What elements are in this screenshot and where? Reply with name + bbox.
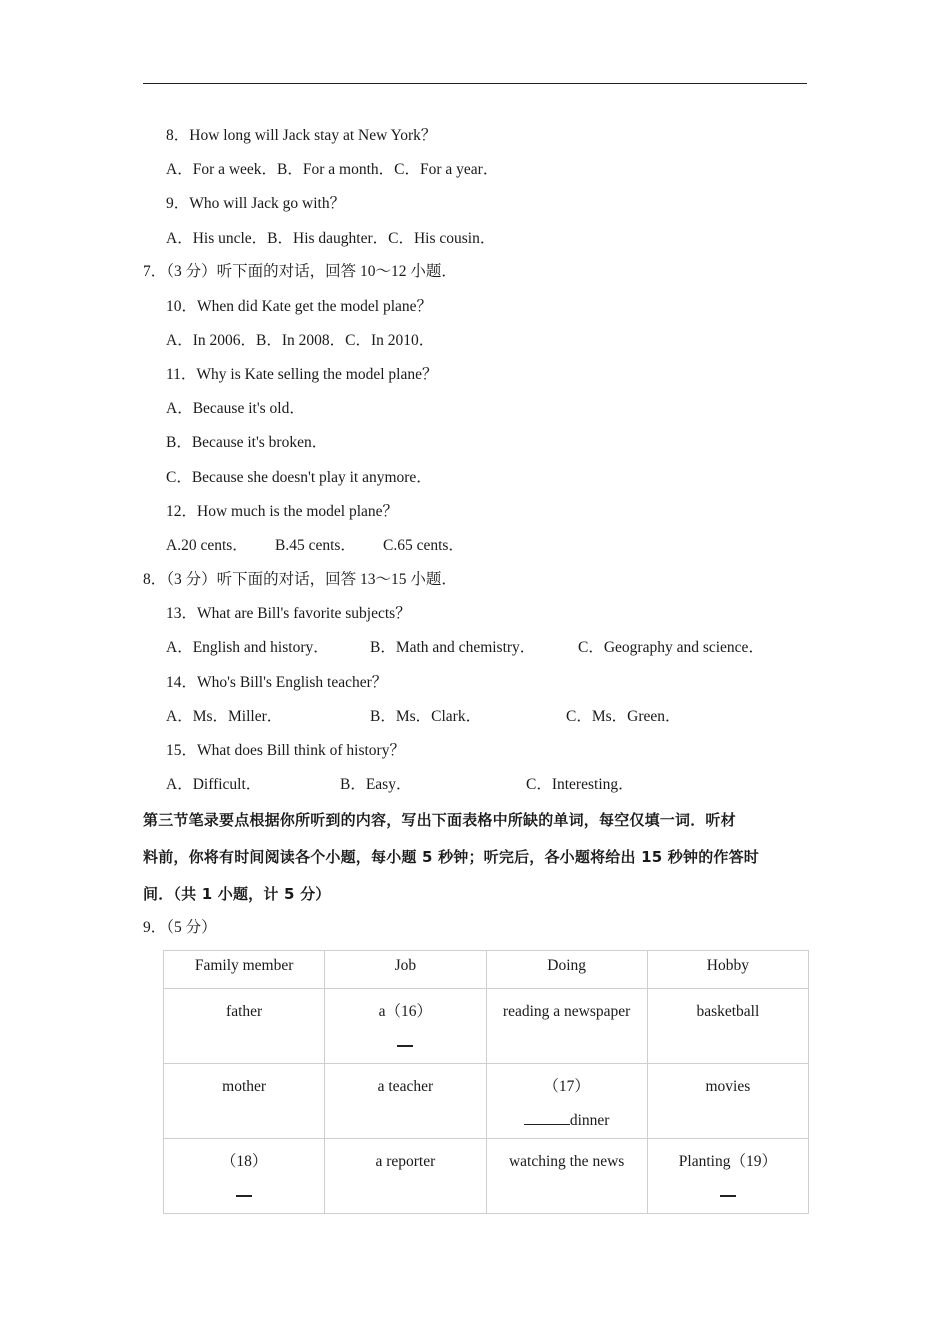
table-cell: mother bbox=[164, 1064, 325, 1139]
family-table bbox=[163, 950, 809, 1214]
question-11: 11．Why is Kate selling the model plane？ bbox=[166, 366, 438, 383]
question-14-option-b: B．Ms．Clark． bbox=[370, 708, 482, 725]
section-9-title: 9．（5 分） bbox=[143, 919, 217, 936]
question-14-option-c: C．Ms．Green． bbox=[566, 708, 681, 725]
question-12-option-c: C.65 cents． bbox=[383, 537, 464, 554]
question-11-option-a: A．Because it's old． bbox=[166, 400, 305, 417]
question-14-option-a: A．Ms．Miller． bbox=[166, 708, 283, 725]
cell-text: Planting（19） bbox=[678, 1153, 777, 1170]
question-10: 10．When did Kate get the model plane？ bbox=[166, 298, 433, 315]
table-header-cell: Doing bbox=[486, 951, 647, 989]
table-cell: a teacher bbox=[325, 1064, 486, 1139]
answer-blank[interactable] bbox=[524, 1110, 570, 1125]
question-13-option-a: A．English and history． bbox=[166, 639, 329, 656]
question-15-option-a: A．Difficult． bbox=[166, 776, 262, 793]
cell-text: a（16） bbox=[378, 1003, 433, 1020]
question-13-option-b: B．Math and chemistry． bbox=[370, 639, 536, 656]
question-9-options: A．His uncle．B．His daughter．C．His cousin． bbox=[166, 230, 496, 247]
section-8-title: 8．（3 分）听下面的对话，回答 13～15 小题． bbox=[143, 571, 457, 588]
table-header-row bbox=[164, 951, 809, 989]
table-cell: basketball bbox=[647, 989, 808, 1064]
question-15-option-c: C．Interesting． bbox=[526, 776, 634, 793]
question-15: 15．What does Bill think of history？ bbox=[166, 742, 405, 759]
question-13: 13．What are Bill's favorite subjects？ bbox=[166, 605, 411, 622]
question-14: 14．Who's Bill's English teacher？ bbox=[166, 674, 388, 691]
question-12-option-a: A.20 cents． bbox=[166, 537, 248, 554]
question-15-option-b: B．Easy． bbox=[340, 776, 412, 793]
header-rule bbox=[143, 83, 807, 84]
table-cell: movies bbox=[647, 1064, 808, 1139]
answer-blank[interactable] bbox=[720, 1195, 736, 1197]
section-3-instructions-line-1: 第三节笔录要点根据你所听到的内容，写出下面表格中所缺的单词，每空仅填一词．听材 bbox=[143, 811, 736, 829]
table-cell-blank-17 bbox=[486, 1064, 647, 1139]
table-cell-blank-19 bbox=[647, 1139, 808, 1214]
table-cell-blank-18 bbox=[164, 1139, 325, 1214]
question-13-option-c: C．Geography and science． bbox=[578, 639, 764, 656]
table-row bbox=[164, 989, 809, 1064]
question-11-option-c: C．Because she doesn't play it anymore． bbox=[166, 469, 432, 486]
section-3-instructions-line-3: 间．（共 1 小题，计 5 分） bbox=[143, 885, 331, 903]
table-row bbox=[164, 1064, 809, 1139]
cell-text: （17） bbox=[543, 1078, 590, 1095]
question-11-option-b: B．Because it's broken． bbox=[166, 434, 328, 451]
table-header-cell: Family member bbox=[164, 951, 325, 989]
question-12: 12．How much is the model plane？ bbox=[166, 503, 399, 520]
table-row bbox=[164, 1139, 809, 1214]
table-header-cell: Hobby bbox=[647, 951, 808, 989]
question-8-options: A．For a week．B．For a month．C．For a year． bbox=[166, 161, 499, 178]
answer-blank[interactable] bbox=[236, 1195, 252, 1197]
table-cell: father bbox=[164, 989, 325, 1064]
question-9: 9．Who will Jack go with？ bbox=[166, 195, 346, 212]
question-12-option-b: B.45 cents． bbox=[275, 537, 356, 554]
answer-blank[interactable] bbox=[397, 1045, 413, 1047]
section-7-title: 7．（3 分）听下面的对话，回答 10～12 小题． bbox=[143, 263, 457, 280]
table-cell: watching the news bbox=[486, 1139, 647, 1214]
cell-text: （18） bbox=[220, 1153, 268, 1170]
cell-text: dinner bbox=[569, 1112, 610, 1129]
question-10-options: A．In 2006．B．In 2008．C．In 2010． bbox=[166, 332, 435, 349]
table-cell: a reporter bbox=[325, 1139, 486, 1214]
table-header-cell: Job bbox=[325, 951, 486, 989]
section-3-instructions-line-2: 料前，你将有时间阅读各个小题，每小题 5 秒钟；听完后，各小题将给出 15 秒钟的作答时 bbox=[143, 848, 760, 866]
table-cell: reading a newspaper bbox=[486, 989, 647, 1064]
table-cell-blank-16 bbox=[325, 989, 486, 1064]
question-8: 8．How long will Jack stay at New York？ bbox=[166, 127, 437, 144]
